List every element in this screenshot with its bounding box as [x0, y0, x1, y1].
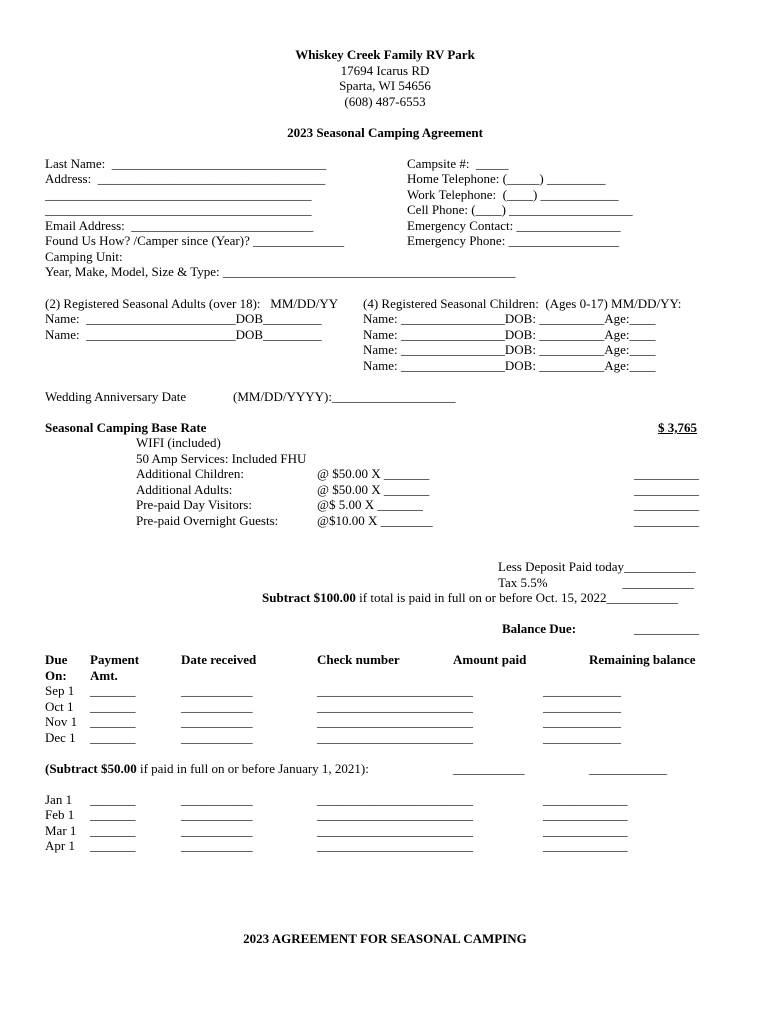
- check-number-field[interactable]: ________________________: [317, 823, 473, 838]
- date-received-field[interactable]: ___________: [181, 823, 253, 838]
- overnight-guests-field[interactable]: @$10.00 X ________: [317, 513, 433, 528]
- remaining-balance-field[interactable]: _____________: [543, 823, 628, 838]
- adult-name-row[interactable]: Name: _______________________DOB_________: [45, 327, 322, 342]
- park-street: 17694 Icarus RD: [340, 63, 430, 78]
- january-discount-amount: (Subtract $50.00: [45, 761, 137, 776]
- header-check-number: Check number: [317, 652, 400, 667]
- check-number-field[interactable]: ________________________: [317, 683, 473, 698]
- date-received-field[interactable]: ___________: [181, 730, 253, 745]
- day-visitors-field[interactable]: @$ 5.00 X _______: [317, 497, 423, 512]
- remaining-balance-field[interactable]: _____________: [543, 807, 628, 822]
- additional-children-total[interactable]: __________: [634, 466, 699, 481]
- balance-due-field[interactable]: __________: [634, 621, 699, 636]
- park-name: Whiskey Creek Family RV Park: [295, 47, 475, 62]
- day-visitors-total[interactable]: __________: [634, 497, 699, 512]
- wedding-anniversary-label: Wedding Anniversary Date: [45, 389, 187, 404]
- address-line-3-field[interactable]: _________________________________________: [45, 202, 312, 217]
- payment-amt-field[interactable]: _______: [90, 714, 136, 729]
- payment-amt-field[interactable]: _______: [90, 683, 136, 698]
- remaining-balance-field[interactable]: ____________: [543, 683, 621, 698]
- work-phone-field[interactable]: Work Telephone: (____) ____________: [407, 187, 619, 202]
- early-payment-discount[interactable]: [262, 590, 678, 605]
- additional-adults-field[interactable]: @ $50.00 X _______: [317, 482, 430, 497]
- additional-adults-label: Additional Adults:: [136, 482, 233, 497]
- check-number-field[interactable]: ________________________: [317, 807, 473, 822]
- due-date: Mar 1: [45, 823, 77, 838]
- payment-amt-field[interactable]: _______: [90, 823, 136, 838]
- child-name-row[interactable]: Name: ________________DOB: __________Age:____: [363, 342, 656, 357]
- park-phone: (608) 487-6553: [344, 94, 426, 109]
- payment-amt-field[interactable]: _______: [90, 792, 136, 807]
- additional-children-label: Additional Children:: [136, 466, 244, 481]
- date-received-field[interactable]: ___________: [181, 683, 253, 698]
- remaining-balance-field[interactable]: _____________: [543, 838, 628, 853]
- remaining-balance-field[interactable]: ____________: [543, 699, 621, 714]
- emergency-contact-field[interactable]: Emergency Contact: ________________: [407, 218, 621, 233]
- early-payment-discount-amount: Subtract $100.00: [262, 590, 356, 605]
- campsite-field[interactable]: Campsite #: _____: [407, 156, 509, 171]
- deposit-field[interactable]: Less Deposit Paid today___________: [498, 559, 696, 574]
- agreement-title: 2023 Seasonal Camping Agreement: [287, 125, 483, 140]
- check-number-field[interactable]: ________________________: [317, 714, 473, 729]
- header-payment-amt: Amt.: [90, 668, 118, 683]
- due-date: Nov 1: [45, 714, 78, 729]
- date-received-field[interactable]: ___________: [181, 699, 253, 714]
- date-received-field[interactable]: ___________: [181, 792, 253, 807]
- day-visitors-label: Pre-paid Day Visitors:: [136, 497, 252, 512]
- balance-due-label: Balance Due:: [502, 621, 577, 636]
- additional-adults-total[interactable]: __________: [634, 482, 699, 497]
- email-field[interactable]: Email Address: ____________________________: [45, 218, 314, 233]
- camping-unit-label: Camping Unit:: [45, 249, 123, 264]
- child-name-row[interactable]: Name: ________________DOB: __________Age:____: [363, 358, 656, 373]
- due-date: Jan 1: [45, 792, 73, 807]
- header-due-on: On:: [45, 668, 67, 683]
- date-received-field[interactable]: ___________: [181, 807, 253, 822]
- payment-amt-field[interactable]: _______: [90, 730, 136, 745]
- emergency-phone-field[interactable]: Emergency Phone: _________________: [407, 233, 620, 248]
- discount-remaining-field[interactable]: ____________: [589, 761, 667, 776]
- payment-amt-field[interactable]: _______: [90, 807, 136, 822]
- adults-heading: (2) Registered Seasonal Adults (over 18): MM/DD/YY: [45, 296, 339, 311]
- early-payment-discount-text: if total is paid in full on or before Oct. 15, 2022___________: [355, 590, 678, 605]
- address-field[interactable]: Address: ___________________________________: [45, 171, 326, 186]
- found-us-field[interactable]: Found Us How? /Camper since (Year)? ______________: [45, 233, 345, 248]
- vehicle-field[interactable]: Year, Make, Model, Size & Type: _____________________________________________: [45, 264, 516, 279]
- remaining-balance-field[interactable]: ____________: [543, 714, 621, 729]
- payment-amt-field[interactable]: _______: [90, 838, 136, 853]
- date-received-field[interactable]: ___________: [181, 838, 253, 853]
- check-number-field[interactable]: ________________________: [317, 730, 473, 745]
- payment-amt-field[interactable]: _______: [90, 699, 136, 714]
- base-rate-label: Seasonal Camping Base Rate: [45, 420, 207, 435]
- check-number-field[interactable]: ________________________: [317, 699, 473, 714]
- tax-field[interactable]: Tax 5.5% ___________: [498, 575, 694, 590]
- amp-service: 50 Amp Services: Included FHU: [136, 451, 307, 466]
- due-date: Feb 1: [45, 807, 75, 822]
- address-line-2-field[interactable]: _________________________________________: [45, 187, 312, 202]
- header-date-received: Date received: [181, 652, 257, 667]
- remaining-balance-field[interactable]: ____________: [543, 730, 621, 745]
- remaining-balance-field[interactable]: _____________: [543, 792, 628, 807]
- overnight-guests-total[interactable]: __________: [634, 513, 699, 528]
- due-date: Oct 1: [45, 699, 74, 714]
- adult-name-row[interactable]: Name: _______________________DOB_________: [45, 311, 322, 326]
- discount-amount-field[interactable]: ___________: [453, 761, 525, 776]
- due-date: Sep 1: [45, 683, 75, 698]
- header-amount-paid: Amount paid: [453, 652, 527, 667]
- date-received-field[interactable]: ___________: [181, 714, 253, 729]
- due-date: Apr 1: [45, 838, 75, 853]
- additional-children-field[interactable]: @ $50.00 X _______: [317, 466, 430, 481]
- base-rate-amount: $ 3,765: [658, 420, 697, 435]
- check-number-field[interactable]: ________________________: [317, 792, 473, 807]
- due-date: Dec 1: [45, 730, 76, 745]
- check-number-field[interactable]: ________________________: [317, 838, 473, 853]
- footer-title: 2023 AGREEMENT FOR SEASONAL CAMPING: [243, 931, 527, 946]
- wifi-included: WIFI (included): [136, 435, 221, 450]
- park-city: Sparta, WI 54656: [339, 78, 431, 93]
- wedding-anniversary-field[interactable]: (MM/DD/YYYY):___________________: [233, 389, 456, 404]
- header-payment: Payment: [90, 652, 140, 667]
- cell-phone-field[interactable]: Cell Phone: (____) ___________________: [407, 202, 633, 217]
- child-name-row[interactable]: Name: ________________DOB: __________Age:____: [363, 327, 656, 342]
- last-name-field[interactable]: Last Name: _________________________________: [45, 156, 327, 171]
- overnight-guests-label: Pre-paid Overnight Guests:: [136, 513, 279, 528]
- header-remaining-balance: Remaining balance: [589, 652, 696, 667]
- header-due: Due: [45, 652, 68, 667]
- child-name-row[interactable]: Name: ________________DOB: __________Age:____: [363, 311, 656, 326]
- january-discount-text: if paid in full on or before January 1, 2021):: [136, 761, 369, 776]
- january-discount: [45, 761, 369, 776]
- children-heading: (4) Registered Seasonal Children: (Ages 0-17) MM/DD/YY:: [363, 296, 682, 311]
- home-phone-field[interactable]: Home Telephone: (_____) _________: [407, 171, 606, 186]
